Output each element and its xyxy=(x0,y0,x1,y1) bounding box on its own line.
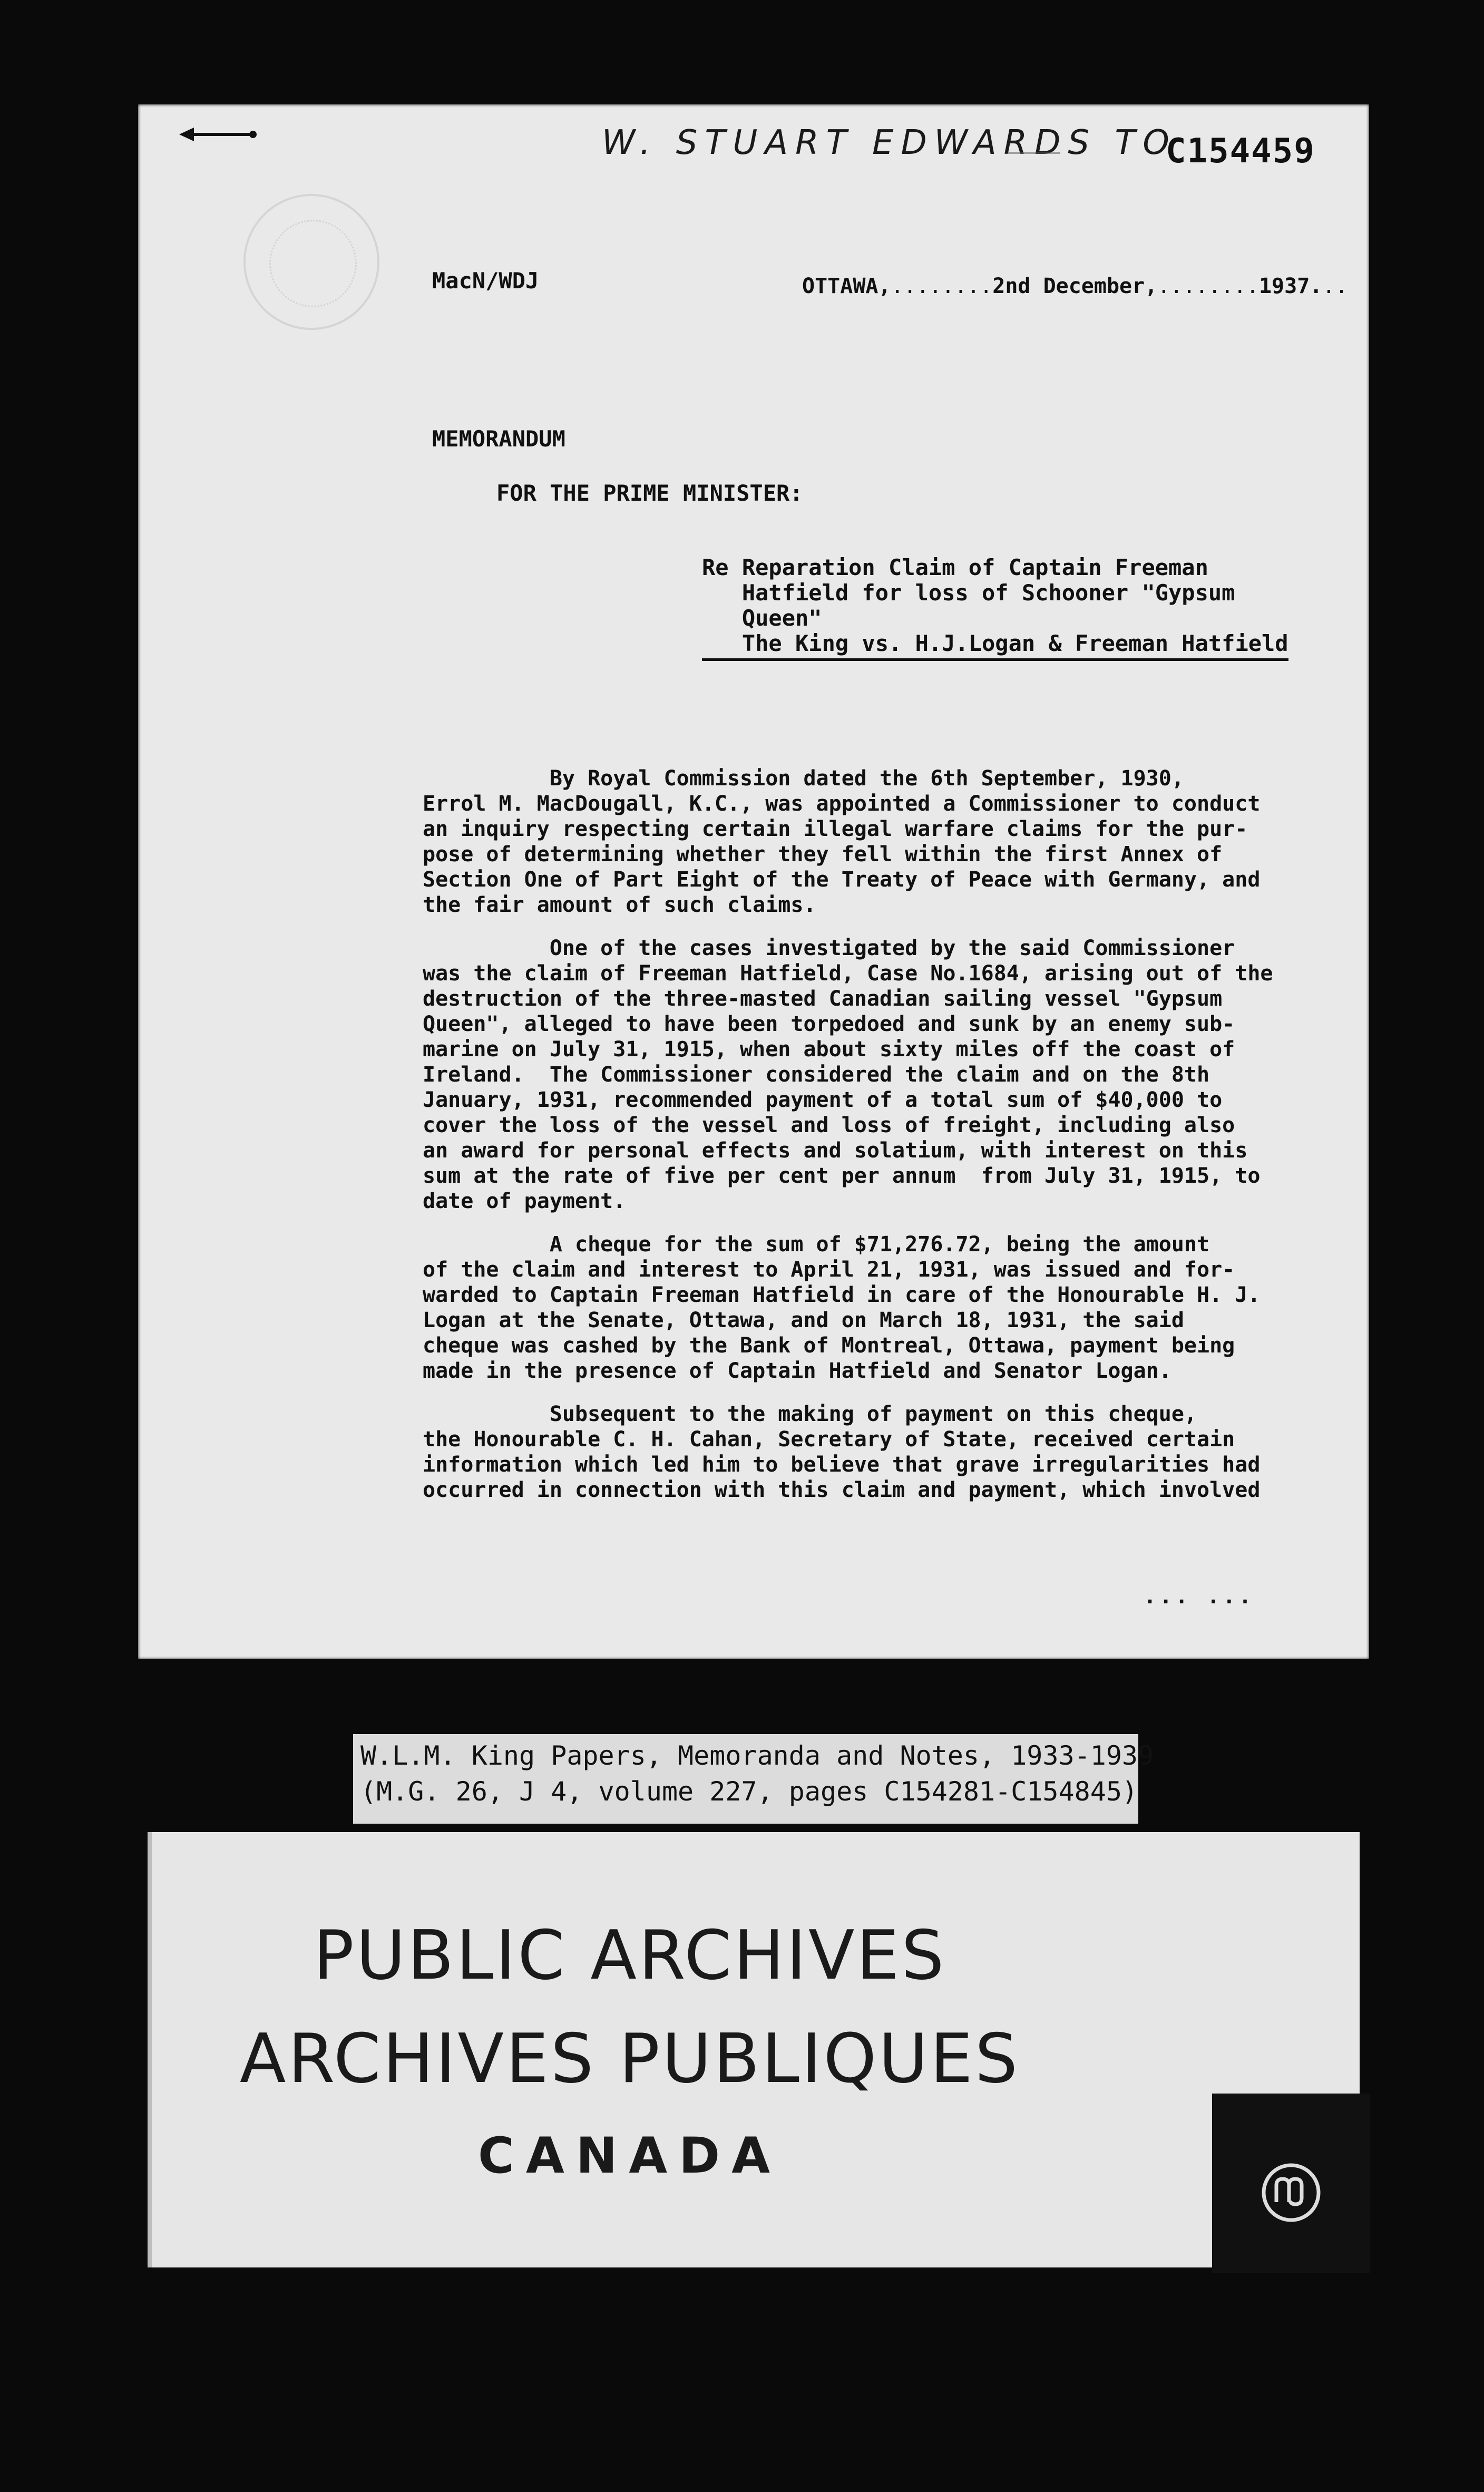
archive-title-french: ARCHIVES PUBLIQUES xyxy=(239,2020,1020,2098)
dateline-dots: .. xyxy=(1322,274,1348,298)
archive-country: CANADA xyxy=(478,2127,782,2185)
reference-line: W.L.M. King Papers, Memoranda and Notes, 1933-1939 xyxy=(360,1740,1154,1771)
handwritten-scribble xyxy=(1008,132,1060,154)
body-paragraph: A cheque for the sum of $71,276.72, being the amount of the claim and interest to April 21, 1931, was issued and for- warded to Captain Freeman Hatfield in care of the Honourable H. J. Logan at the Senate, Ottawa, and on March 18, 1931, the said cheque was cashed by the Bank of Montreal, Ottawa, payment being made in the presence of Captain Hatfield and Senator Logan. xyxy=(423,1232,1261,1383)
memo-body xyxy=(423,766,1329,1521)
dateline-dots: ........ xyxy=(891,274,993,298)
archives-logo-icon xyxy=(1260,2161,1323,2224)
memo-addressee: FOR THE PRIME MINISTER: xyxy=(496,480,803,506)
arrow-mark-icon xyxy=(179,125,258,143)
subject-block xyxy=(702,555,1288,661)
reference-slip xyxy=(353,1734,1154,1824)
continued-marker: ... ... xyxy=(1144,1584,1255,1609)
archive-card xyxy=(148,1832,1360,2267)
archive-title-english: PUBLIC ARCHIVES xyxy=(313,1916,946,1995)
subject-line-underlined: The King vs. H.J.Logan & Freeman Hatfield xyxy=(702,631,1288,661)
dateline-place: OTTAWA, xyxy=(802,274,891,298)
handwritten-note: W. STUART EDWARDS TO xyxy=(602,123,1177,162)
file-reference: MacN/WDJ xyxy=(432,268,539,294)
reference-line: (M.G. 26, J 4, volume 227, pages C154281-C154845) xyxy=(360,1776,1138,1807)
document-number: C154459 xyxy=(1166,132,1315,171)
subject-line: Re Reparation Claim of Captain Freeman xyxy=(702,554,1208,580)
dateline-year: 1937. xyxy=(1258,274,1323,298)
subject-line: Hatfield for loss of Schooner "Gypsum xyxy=(702,580,1235,606)
memo-heading: MEMORANDUM xyxy=(432,426,565,452)
department-seal-icon xyxy=(243,194,379,330)
subject-line: Queen" xyxy=(702,605,822,631)
body-paragraph: One of the cases investigated by the said Commissioner was the claim of Freeman Hatfield, Case No.1684, arising out of the destruction of the three-masted Canadian sailing vessel "Gypsum Queen", alleged to have been torpedoed and sunk by an enemy sub- marine on July 31, 1915, when about sixty miles off the coast of Ireland. The Commissioner considered the claim and on the 8th January, 1931, recommended payment of a total sum of $40,000 to cover the loss of the vessel and loss of freight, including also an award for personal effects and solatium, with interest on this sum at the rate of five per cent per annum from July 31, 1915, to date of payment. xyxy=(423,936,1273,1213)
memorandum-page xyxy=(138,104,1369,1659)
dateline-day: 2nd December, xyxy=(992,274,1158,298)
dateline xyxy=(802,274,1348,298)
body-paragraph: By Royal Commission dated the 6th September, 1930, Errol M. MacDougall, K.C., was appointed a Commissioner to conduct an inquiry respecting certain illegal warfare claims for the pur- pose of determining whether they fell within the first Annex of Section One of Part Eight of the Treaty of Peace with Germany, and the fair amount of such claims. xyxy=(423,766,1261,917)
body-paragraph: Subsequent to the making of payment on this cheque, the Honourable C. H. Cahan, Secretary of State, received certain information which led him to believe that grave irregularities had occurred in connection with this claim and payment, which involved xyxy=(423,1402,1261,1502)
dateline-dots: ........ xyxy=(1157,274,1259,298)
